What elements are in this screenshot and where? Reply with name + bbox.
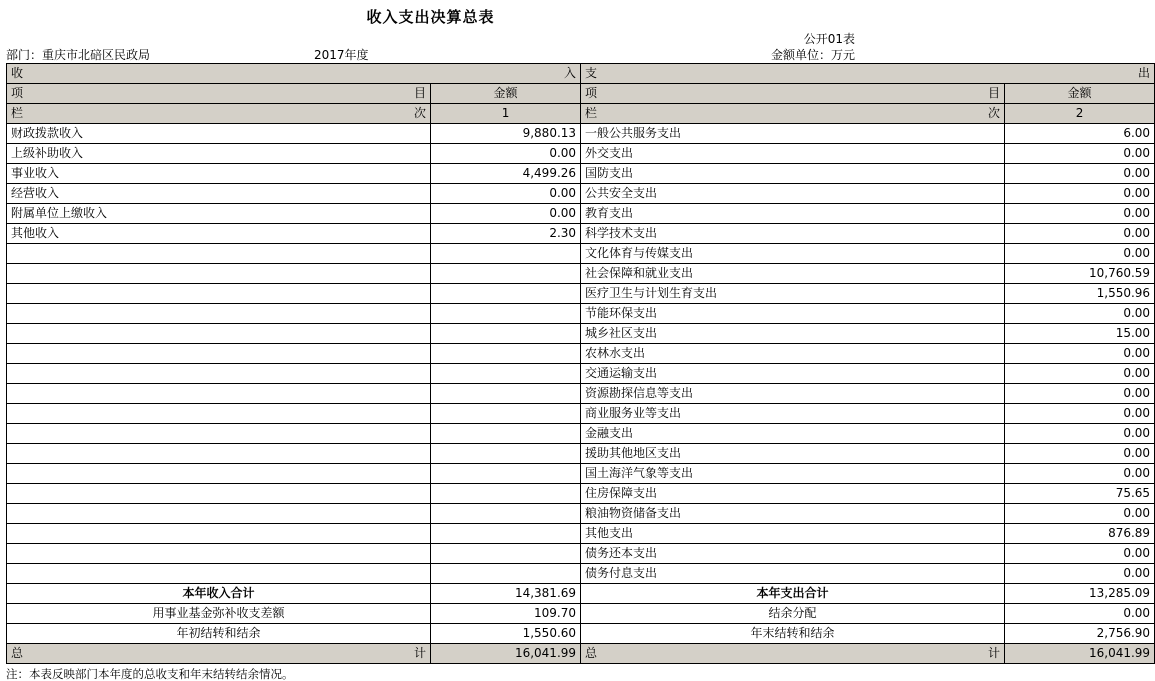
table-row	[7, 224, 1155, 244]
income-item-name	[7, 344, 431, 364]
income-item-name: 其他收入	[7, 224, 431, 244]
table-row	[7, 324, 1155, 344]
department-line	[6, 47, 150, 63]
fund-offset-label: 用事业基金弥补收支差额	[7, 604, 431, 624]
table-row	[7, 184, 1155, 204]
expense-grand-total-label	[581, 644, 1005, 664]
income-item-name	[7, 404, 431, 424]
expense-item-amount: 0.00	[1005, 164, 1155, 184]
table-header-col-row	[7, 104, 1155, 124]
expense-col-label-right: 次	[988, 106, 1001, 120]
income-grand-total-amount: 16,041.99	[431, 644, 581, 664]
table-row	[7, 304, 1155, 324]
expense-item-amount: 75.65	[1005, 484, 1155, 504]
income-total-amount: 14,381.69	[431, 584, 581, 604]
expense-item-name: 社会保障和就业支出	[581, 264, 1005, 284]
income-item-label-right: 目	[413, 86, 426, 100]
expense-item-amount: 876.89	[1005, 524, 1155, 544]
income-item-amount	[431, 504, 581, 524]
income-item-name: 上级补助收入	[7, 144, 431, 164]
income-item-name: 财政拨款收入	[7, 124, 431, 144]
income-item-header	[7, 84, 431, 104]
summary-row	[7, 624, 1155, 644]
income-item-name	[7, 264, 431, 284]
expense-item-amount: 0.00	[1005, 344, 1155, 364]
summary-row	[7, 584, 1155, 604]
table-row	[7, 404, 1155, 424]
income-item-amount	[431, 424, 581, 444]
expense-item-name: 农林水支出	[581, 344, 1005, 364]
income-item-amount: 4,499.26	[431, 164, 581, 184]
income-item-name: 经营收入	[7, 184, 431, 204]
expense-item-amount: 0.00	[1005, 464, 1155, 484]
income-item-amount	[431, 324, 581, 344]
income-item-amount: 2.30	[431, 224, 581, 244]
table-row	[7, 384, 1155, 404]
table-row	[7, 344, 1155, 364]
income-item-amount	[431, 564, 581, 584]
page-title: 收入支出决算总表	[366, 8, 495, 26]
expense-col-number: 2	[1005, 104, 1155, 124]
expense-item-amount: 0.00	[1005, 304, 1155, 324]
income-item-name	[7, 364, 431, 384]
income-col-label-right: 次	[413, 106, 426, 120]
expense-item-amount: 0.00	[1005, 224, 1155, 244]
income-item-amount	[431, 284, 581, 304]
expense-col-header	[581, 104, 1005, 124]
income-side-header	[7, 64, 581, 84]
income-grand-total-left: 总	[11, 646, 24, 660]
fiscal-year: 2017年度	[314, 48, 369, 62]
expense-item-amount: 6.00	[1005, 124, 1155, 144]
expense-item-name: 公共安全支出	[581, 184, 1005, 204]
income-item-amount	[431, 484, 581, 504]
department-value: 重庆市北碚区民政局	[42, 48, 151, 62]
expense-side-header	[581, 64, 1155, 84]
income-item-name	[7, 384, 431, 404]
income-item-name	[7, 504, 431, 524]
expense-item-name: 节能环保支出	[581, 304, 1005, 324]
income-item-name	[7, 564, 431, 584]
expense-item-name: 一般公共服务支出	[581, 124, 1005, 144]
opening-balance-amount: 1,550.60	[431, 624, 581, 644]
expense-item-amount: 10,760.59	[1005, 264, 1155, 284]
income-item-amount	[431, 544, 581, 564]
expense-item-name: 国土海洋气象等支出	[581, 464, 1005, 484]
income-item-name	[7, 244, 431, 264]
income-item-amount	[431, 304, 581, 324]
expense-item-amount: 0.00	[1005, 184, 1155, 204]
expense-item-amount: 0.00	[1005, 444, 1155, 464]
expense-item-amount: 0.00	[1005, 204, 1155, 224]
grand-total-row	[7, 644, 1155, 664]
expense-item-name: 住房保障支出	[581, 484, 1005, 504]
expense-item-name: 城乡社区支出	[581, 324, 1005, 344]
income-item-name	[7, 304, 431, 324]
table-header-item-row	[7, 84, 1155, 104]
table-row	[7, 424, 1155, 444]
income-item-amount	[431, 404, 581, 424]
expense-item-label-right: 目	[988, 86, 1001, 100]
expense-total-label: 本年支出合计	[581, 584, 1005, 604]
income-item-amount: 0.00	[431, 204, 581, 224]
income-side-right: 入	[564, 66, 577, 80]
expense-item-amount: 0.00	[1005, 364, 1155, 384]
expense-amount-header: 金额	[1005, 84, 1155, 104]
surplus-distribution-label: 结余分配	[581, 604, 1005, 624]
table-row	[7, 364, 1155, 384]
table-row	[7, 444, 1155, 464]
expense-item-name: 外交支出	[581, 144, 1005, 164]
expense-item-amount: 0.00	[1005, 424, 1155, 444]
expense-side-left: 支	[585, 66, 598, 80]
income-side-left: 收	[11, 66, 24, 80]
expense-grand-total-amount: 16,041.99	[1005, 644, 1155, 664]
closing-balance-label: 年末结转和结余	[581, 624, 1005, 644]
expense-side-right: 出	[1138, 66, 1151, 80]
income-item-amount	[431, 344, 581, 364]
table-row	[7, 284, 1155, 304]
expense-total-amount: 13,285.09	[1005, 584, 1155, 604]
expense-item-amount: 0.00	[1005, 404, 1155, 424]
income-item-name	[7, 524, 431, 544]
footnote: 注：本表反映部门本年度的总收支和年末结转结余情况。	[6, 667, 294, 681]
expense-item-name: 金融支出	[581, 424, 1005, 444]
income-item-name	[7, 444, 431, 464]
income-col-number: 1	[431, 104, 581, 124]
expense-item-amount: 15.00	[1005, 324, 1155, 344]
income-item-amount	[431, 364, 581, 384]
expense-item-name: 粮油物资储备支出	[581, 504, 1005, 524]
table-row	[7, 164, 1155, 184]
expense-item-amount: 0.00	[1005, 564, 1155, 584]
expense-item-name: 科学技术支出	[581, 224, 1005, 244]
table-row	[7, 464, 1155, 484]
table-row	[7, 144, 1155, 164]
income-item-amount	[431, 384, 581, 404]
income-item-name: 附属单位上缴收入	[7, 204, 431, 224]
expense-item-name: 国防支出	[581, 164, 1005, 184]
income-item-name	[7, 324, 431, 344]
expense-item-name: 商业服务业等支出	[581, 404, 1005, 424]
closing-balance-amount: 2,756.90	[1005, 624, 1155, 644]
surplus-distribution-amount: 0.00	[1005, 604, 1155, 624]
income-col-header	[7, 104, 431, 124]
expense-item-amount: 0.00	[1005, 144, 1155, 164]
income-item-name: 事业收入	[7, 164, 431, 184]
expense-item-amount: 0.00	[1005, 384, 1155, 404]
expense-col-label: 栏	[585, 106, 598, 120]
expense-item-name: 文化体育与传媒支出	[581, 244, 1005, 264]
income-item-amount	[431, 244, 581, 264]
subheader	[6, 31, 855, 63]
income-item-amount: 9,880.13	[431, 124, 581, 144]
income-item-amount	[431, 524, 581, 544]
table-row	[7, 484, 1155, 504]
income-grand-total-label	[7, 644, 431, 664]
expense-item-header	[581, 84, 1005, 104]
expense-item-name: 援助其他地区支出	[581, 444, 1005, 464]
income-item-name	[7, 464, 431, 484]
department-label: 部门：	[6, 48, 43, 62]
income-item-amount	[431, 264, 581, 284]
table-row	[7, 564, 1155, 584]
income-item-amount	[431, 444, 581, 464]
expense-item-amount: 0.00	[1005, 504, 1155, 524]
expense-item-amount: 0.00	[1005, 244, 1155, 264]
income-item-name	[7, 284, 431, 304]
table-row	[7, 124, 1155, 144]
opening-balance-label: 年初结转和结余	[7, 624, 431, 644]
expense-item-name: 其他支出	[581, 524, 1005, 544]
expense-item-name: 医疗卫生与计划生育支出	[581, 284, 1005, 304]
table-row	[7, 544, 1155, 564]
expense-item-name: 交通运输支出	[581, 364, 1005, 384]
form-code: 公开01表	[803, 32, 855, 46]
income-item-name	[7, 424, 431, 444]
expense-grand-total-left: 总	[585, 646, 598, 660]
income-item-name	[7, 484, 431, 504]
table-row	[7, 244, 1155, 264]
income-total-label: 本年收入合计	[7, 584, 431, 604]
table-header-side-row	[7, 64, 1155, 84]
income-amount-header: 金额	[431, 84, 581, 104]
amount-unit-label: 金额单位：万元	[770, 48, 855, 62]
table-row	[7, 264, 1155, 284]
income-item-label: 项	[11, 86, 24, 100]
budget-table	[6, 63, 1155, 664]
expense-item-amount: 0.00	[1005, 544, 1155, 564]
expense-grand-total-right: 计	[988, 646, 1001, 660]
income-item-name	[7, 544, 431, 564]
income-item-amount: 0.00	[431, 184, 581, 204]
expense-item-label: 项	[585, 86, 598, 100]
expense-item-name: 资源勘探信息等支出	[581, 384, 1005, 404]
income-grand-total-right: 计	[413, 646, 426, 660]
income-item-amount	[431, 464, 581, 484]
table-row	[7, 204, 1155, 224]
summary-row	[7, 604, 1155, 624]
expense-item-name: 债务还本支出	[581, 544, 1005, 564]
expense-item-name: 债务付息支出	[581, 564, 1005, 584]
expense-item-amount: 1,550.96	[1005, 284, 1155, 304]
expense-item-name: 教育支出	[581, 204, 1005, 224]
income-item-amount: 0.00	[431, 144, 581, 164]
form-meta	[771, 31, 855, 63]
table-row	[7, 524, 1155, 544]
income-col-label: 栏	[11, 106, 24, 120]
fund-offset-amount: 109.70	[431, 604, 581, 624]
table-row	[7, 504, 1155, 524]
